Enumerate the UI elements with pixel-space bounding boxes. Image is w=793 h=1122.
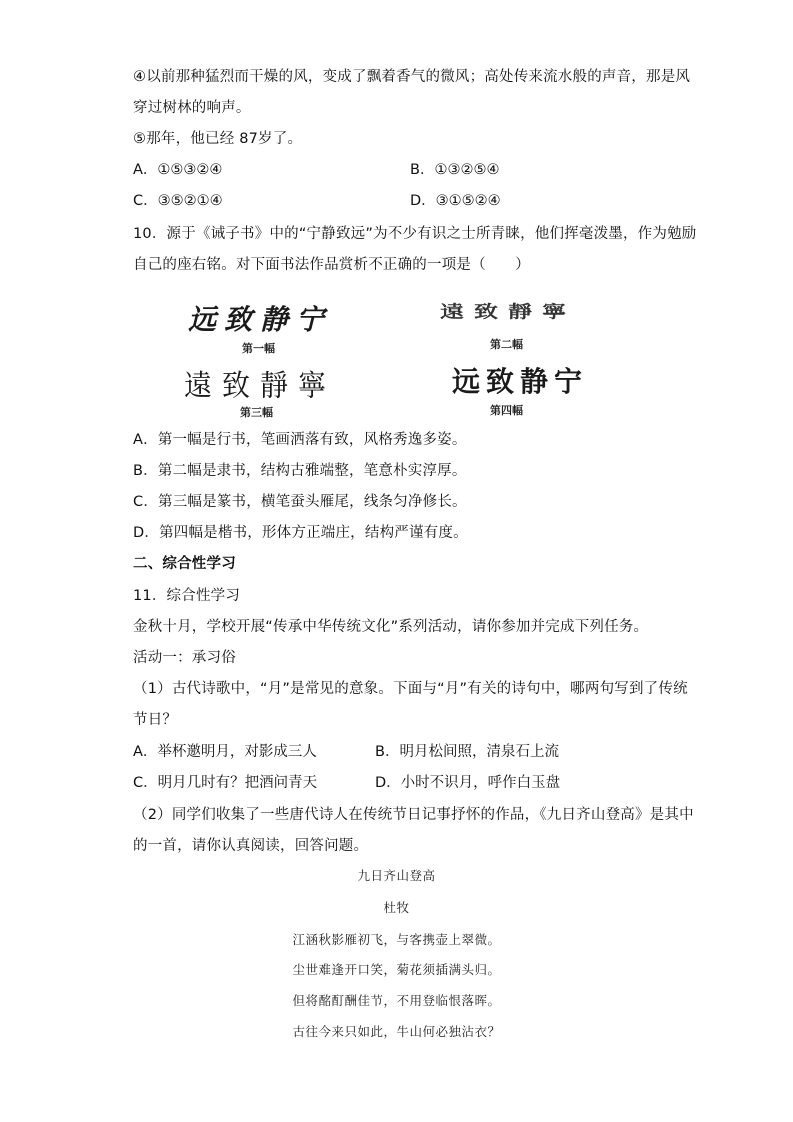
poem-line-2: 尘世难逢开口笑，菊花须插满头归。: [292, 962, 501, 977]
q9-item5: ⑤那年，他已经 87岁了。: [133, 131, 303, 147]
poem-line-1: 江涵秋影雁初飞，与客携壶上翠微。: [292, 932, 501, 947]
q11-option-d: D．小时不识月，呼作白玉盘: [375, 775, 561, 791]
calligraphy-caption-2: 第二幅: [490, 338, 523, 351]
q11-sub1-line2: 节日？: [133, 712, 178, 728]
q9-option-a: A．①⑤③②④: [133, 162, 223, 178]
q10-option-c: C．第三幅是篆书，横笔蚕头雁尾，线条匀净修长。: [133, 494, 467, 510]
calligraphy-caption-4: 第四幅: [490, 404, 523, 417]
q11-sub1-line1: （1）古代诗歌中，“月”是常见的意象。下面与“月”有关的诗句中，哪两句写到了传统: [133, 681, 688, 697]
calligraphy-caption-1: 第一幅: [242, 342, 275, 355]
q9-option-d: D．③①⑤②④: [410, 193, 501, 209]
q9-option-c: C．③⑤②①④: [133, 193, 223, 209]
calligraphy-work-3: 遠致靜寧: [184, 368, 337, 403]
calligraphy-work-4: 远致静宁: [452, 365, 589, 398]
poem-line-4: 古往今来只如此，牛山何必独沾衣？: [292, 1024, 501, 1039]
q11-sub2-line1: （2）同学们收集了一些唐代诗人在传统节日记事抒怀的作品，《九日齐山登高》是其中: [133, 807, 694, 823]
q10-option-b: B．第二幅是隶书，结构古雅端整，笔意朴实淳厚。: [133, 463, 467, 479]
q10-stem-line2: 自己的座右铭。对下面书法作品赏析不正确的一项是（ ）: [133, 257, 530, 273]
poem-author: 杜牧: [383, 900, 410, 915]
q11-intro: 金秋十月，学校开展“传承中华传统文化”系列活动，请你参加并完成下列任务。: [133, 619, 649, 635]
q11-title: 11．综合性学习: [133, 588, 241, 604]
q11-sub2-line2: 的一首，请你认真阅读，回答问题。: [133, 838, 369, 854]
q11-option-b: B．明月松间照，清泉石上流: [375, 744, 559, 760]
q10-option-a: A．第一幅是行书，笔画洒落有致，风格秀逸多姿。: [133, 432, 467, 448]
calligraphy-caption-3: 第三幅: [240, 406, 273, 419]
calligraphy-work-1: 远致静宁: [188, 303, 333, 336]
q9-item4-line1: ④以前那种猛烈而干燥的风，变成了飘着香气的微风；高处传来流水般的声音，那是风: [133, 69, 691, 85]
poem-line-3: 但将酩酊酬佳节，不用登临恨落晖。: [292, 993, 501, 1008]
poem-title: 九日齐山登高: [357, 868, 436, 883]
q9-item4-line2: 穿过树林的响声。: [133, 100, 251, 116]
q9-option-b: B．①③②⑤④: [410, 162, 500, 178]
q10-stem-line1: 10．源于《诫子书》中的“宁静致远”为不少有识之士所青睐，他们挥毫泼墨，作为勉励: [133, 226, 697, 242]
q10-option-d: D．第四幅是楷书，形体方正端庄，结构严谨有度。: [133, 525, 468, 541]
q11-option-a: A．举杯邀明月，对影成三人: [133, 744, 317, 760]
q11-option-c: C．明月几时有？把酒问青天: [133, 775, 318, 791]
section-heading: 二、综合性学习: [133, 556, 236, 572]
q11-activity1: 活动一：承习俗: [133, 650, 236, 666]
calligraphy-work-2: 遠致靜寧: [440, 301, 576, 322]
